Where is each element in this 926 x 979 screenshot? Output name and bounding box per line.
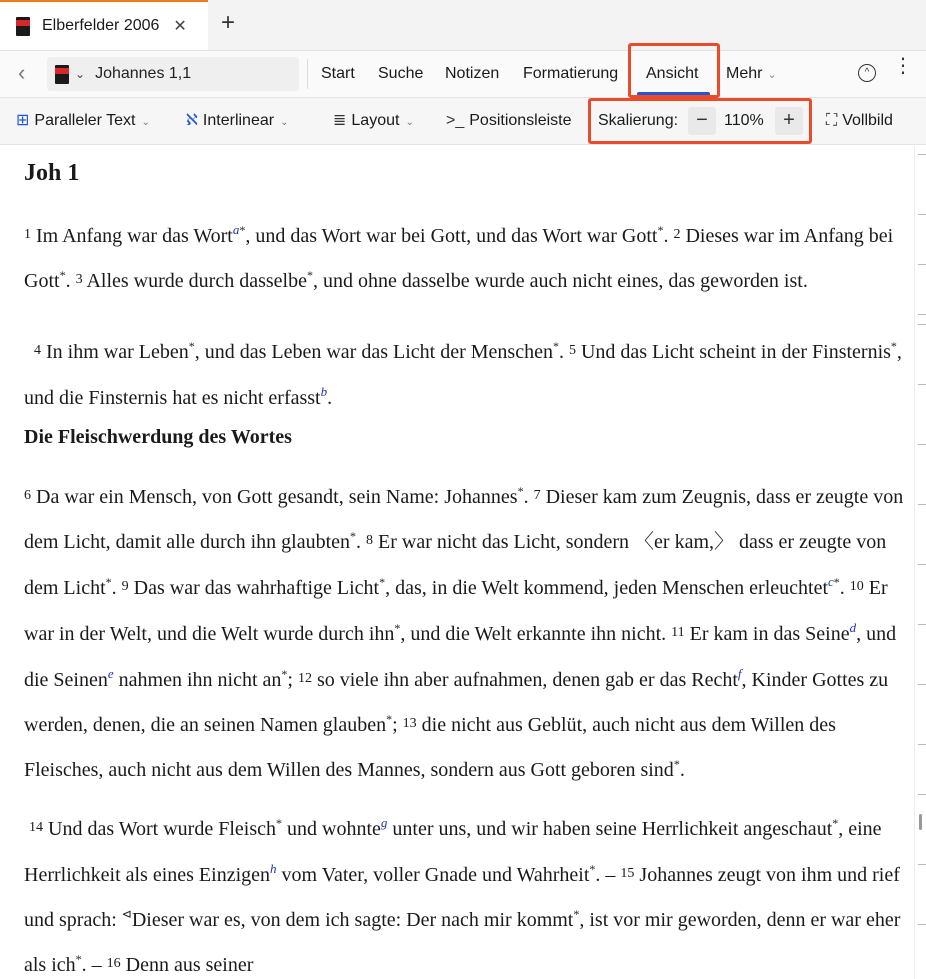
scroll-marker <box>918 684 926 685</box>
scroll-marker <box>918 444 926 445</box>
back-icon[interactable]: ‹ <box>18 60 26 85</box>
tab-mehr-label: Mehr <box>726 65 763 82</box>
parallel-text-label: Paralleler Text <box>34 112 136 129</box>
scrollbar[interactable] <box>914 146 926 979</box>
zoom-label: Skalierung: <box>598 112 679 129</box>
view-toolbar <box>0 98 926 145</box>
zoom-in-button[interactable]: + <box>775 107 803 135</box>
tab-ansicht[interactable]: Ansicht <box>646 65 699 82</box>
scroll-marker <box>918 624 926 625</box>
scroll-marker <box>918 384 926 385</box>
verses-6-13: $^6$ Da war ein Mensch, von Gott gesandt, sein Name: Johannes*. $^7$ Dieser kam zum Zeugnis, dass er zeugte von dem Licht, damit alle durch ihn glaubten*. $^8$ Er war nicht das Licht, sondern 〈er kam,〉 dass er zeugte von dem Licht*. $^9$ Das war das wahrhaftige Licht*, das, in die Welt kommend, jeden Menschen erleuchtet$^{c*}$. $^{10}$ Er war in der Welt, und die Welt wurde durch ihn*, und die Welt erkannte ihn nicht. $^{11}$ Er kam in das Seine$^d$, und die Seinen$^e$ nahmen ihn nicht an*; $^{12}$ so viele ihn aber aufnahmen, denen gab er das Recht$^f$, Kinder Gottes zu werden, denen, die an seinen Namen glauben*; $^{13}$ die nicht aus Geblüt, auch nicht aus dem Willen des Fleisches, auch nicht aus dem Willen des Mannes, sondern aus Gott geboren sind*. <box>24 484 904 781</box>
interlinear-button[interactable] <box>186 98 288 144</box>
tab-mehr[interactable] <box>726 51 777 97</box>
verses-14-16: $^{14}$ Und das Wort wurde Fleisch* und wohnte$^g$ unter uns, und wir haben seine Herrlichkeit angeschaut*, eine Herrlichkeit als eines Einzigen$^h$ vom Vater, voller Gnade und Wahrheit*. – $^{15}$ Johannes zeugt von ihm und rief und sprach: ⊲Dieser war es, von dem ich sagte: Der nach mir kommt*, ist vor mir geworden, denn er war eher als ich*. – $^{16}$ Denn aus seiner <box>24 815 901 976</box>
chevron-down-icon: ⌄ <box>280 117 289 128</box>
interlinear-label: Interlinear <box>202 112 275 129</box>
chevron-down-icon: ⌄ <box>141 117 150 128</box>
scroll-marker <box>918 214 926 215</box>
parallel-text-button[interactable] <box>16 98 150 144</box>
scroll-marker <box>918 744 926 745</box>
section-heading: Die Fleischwerdung des Wortes <box>24 426 292 448</box>
fullscreen-label: Vollbild <box>842 112 893 129</box>
scroll-marker <box>918 864 926 865</box>
prompt-icon: >_ <box>446 112 465 129</box>
close-icon[interactable]: ✕ <box>173 18 187 35</box>
layout-icon: ≣ <box>333 112 347 129</box>
verses-4-5: $^4$ In ihm war Leben*, und das Leben war das Licht der Menschen*. $^5$ Und das Licht scheint in der Finsternis*, und die Finsternis hat es nicht erfasst$^b$. <box>24 339 902 409</box>
tab-suche[interactable]: Suche <box>378 65 424 82</box>
scroll-marker <box>918 314 926 315</box>
scroll-marker <box>918 504 926 505</box>
collapse-icon[interactable]: ^ <box>858 64 876 82</box>
chevron-down-icon: ⌄ <box>405 117 414 128</box>
position-bar-label: Positionsleiste <box>469 112 572 129</box>
fullscreen-button[interactable] <box>826 98 893 144</box>
verses-1-3: $^1$ Im Anfang war das Wort$^{a*}$, und das Wort war bei Gott, und das Wort war Gott*. $^2$ Dieses war im Anfang bei Gott*. $^3$ Alles wurde durch dasselbe*, und ohne dasselbe wurde auch nicht eines, das geworden ist. <box>24 222 894 292</box>
scroll-marker <box>918 564 926 565</box>
position-bar-button[interactable] <box>446 98 572 144</box>
parallel-text-icon: ⊞ <box>16 112 30 129</box>
tab-formatierung[interactable]: Formatierung <box>523 65 619 82</box>
more-vertical-icon[interactable]: ⋮ <box>893 55 913 77</box>
tab-title: Elberfelder 2006 <box>42 17 160 34</box>
scroll-marker <box>918 924 926 925</box>
scroll-marker <box>918 324 926 325</box>
reference-text: Johannes 1,1 <box>95 65 192 82</box>
bible-book-icon <box>55 65 69 84</box>
interlinear-icon: ℵ <box>186 112 198 129</box>
tab-notizen[interactable]: Notizen <box>445 65 500 82</box>
layout-button[interactable] <box>333 98 414 144</box>
scroll-marker <box>918 264 926 265</box>
zoom-out-button[interactable]: − <box>688 107 716 135</box>
divider <box>307 59 308 89</box>
active-tab-indicator <box>637 92 710 96</box>
document-tab[interactable] <box>0 0 208 50</box>
tab-bar <box>0 0 926 51</box>
scroll-marker <box>918 794 926 795</box>
chevron-down-icon: ⌄ <box>75 67 86 81</box>
fullscreen-icon: ⛶ <box>826 112 838 129</box>
nav-bar <box>0 51 926 98</box>
layout-label: Layout <box>351 112 400 129</box>
scroll-marker <box>918 154 926 155</box>
reference-selector[interactable] <box>47 57 299 91</box>
chevron-down-icon: ⌄ <box>767 69 777 81</box>
scroll-thumb[interactable] <box>919 814 922 830</box>
zoom-value: 110% <box>724 112 764 129</box>
tab-start[interactable]: Start <box>321 65 355 82</box>
bible-book-icon <box>16 17 30 36</box>
new-tab-button[interactable]: + <box>221 9 236 36</box>
bible-text-view <box>0 146 914 979</box>
chapter-heading: Joh 1 <box>24 160 80 186</box>
